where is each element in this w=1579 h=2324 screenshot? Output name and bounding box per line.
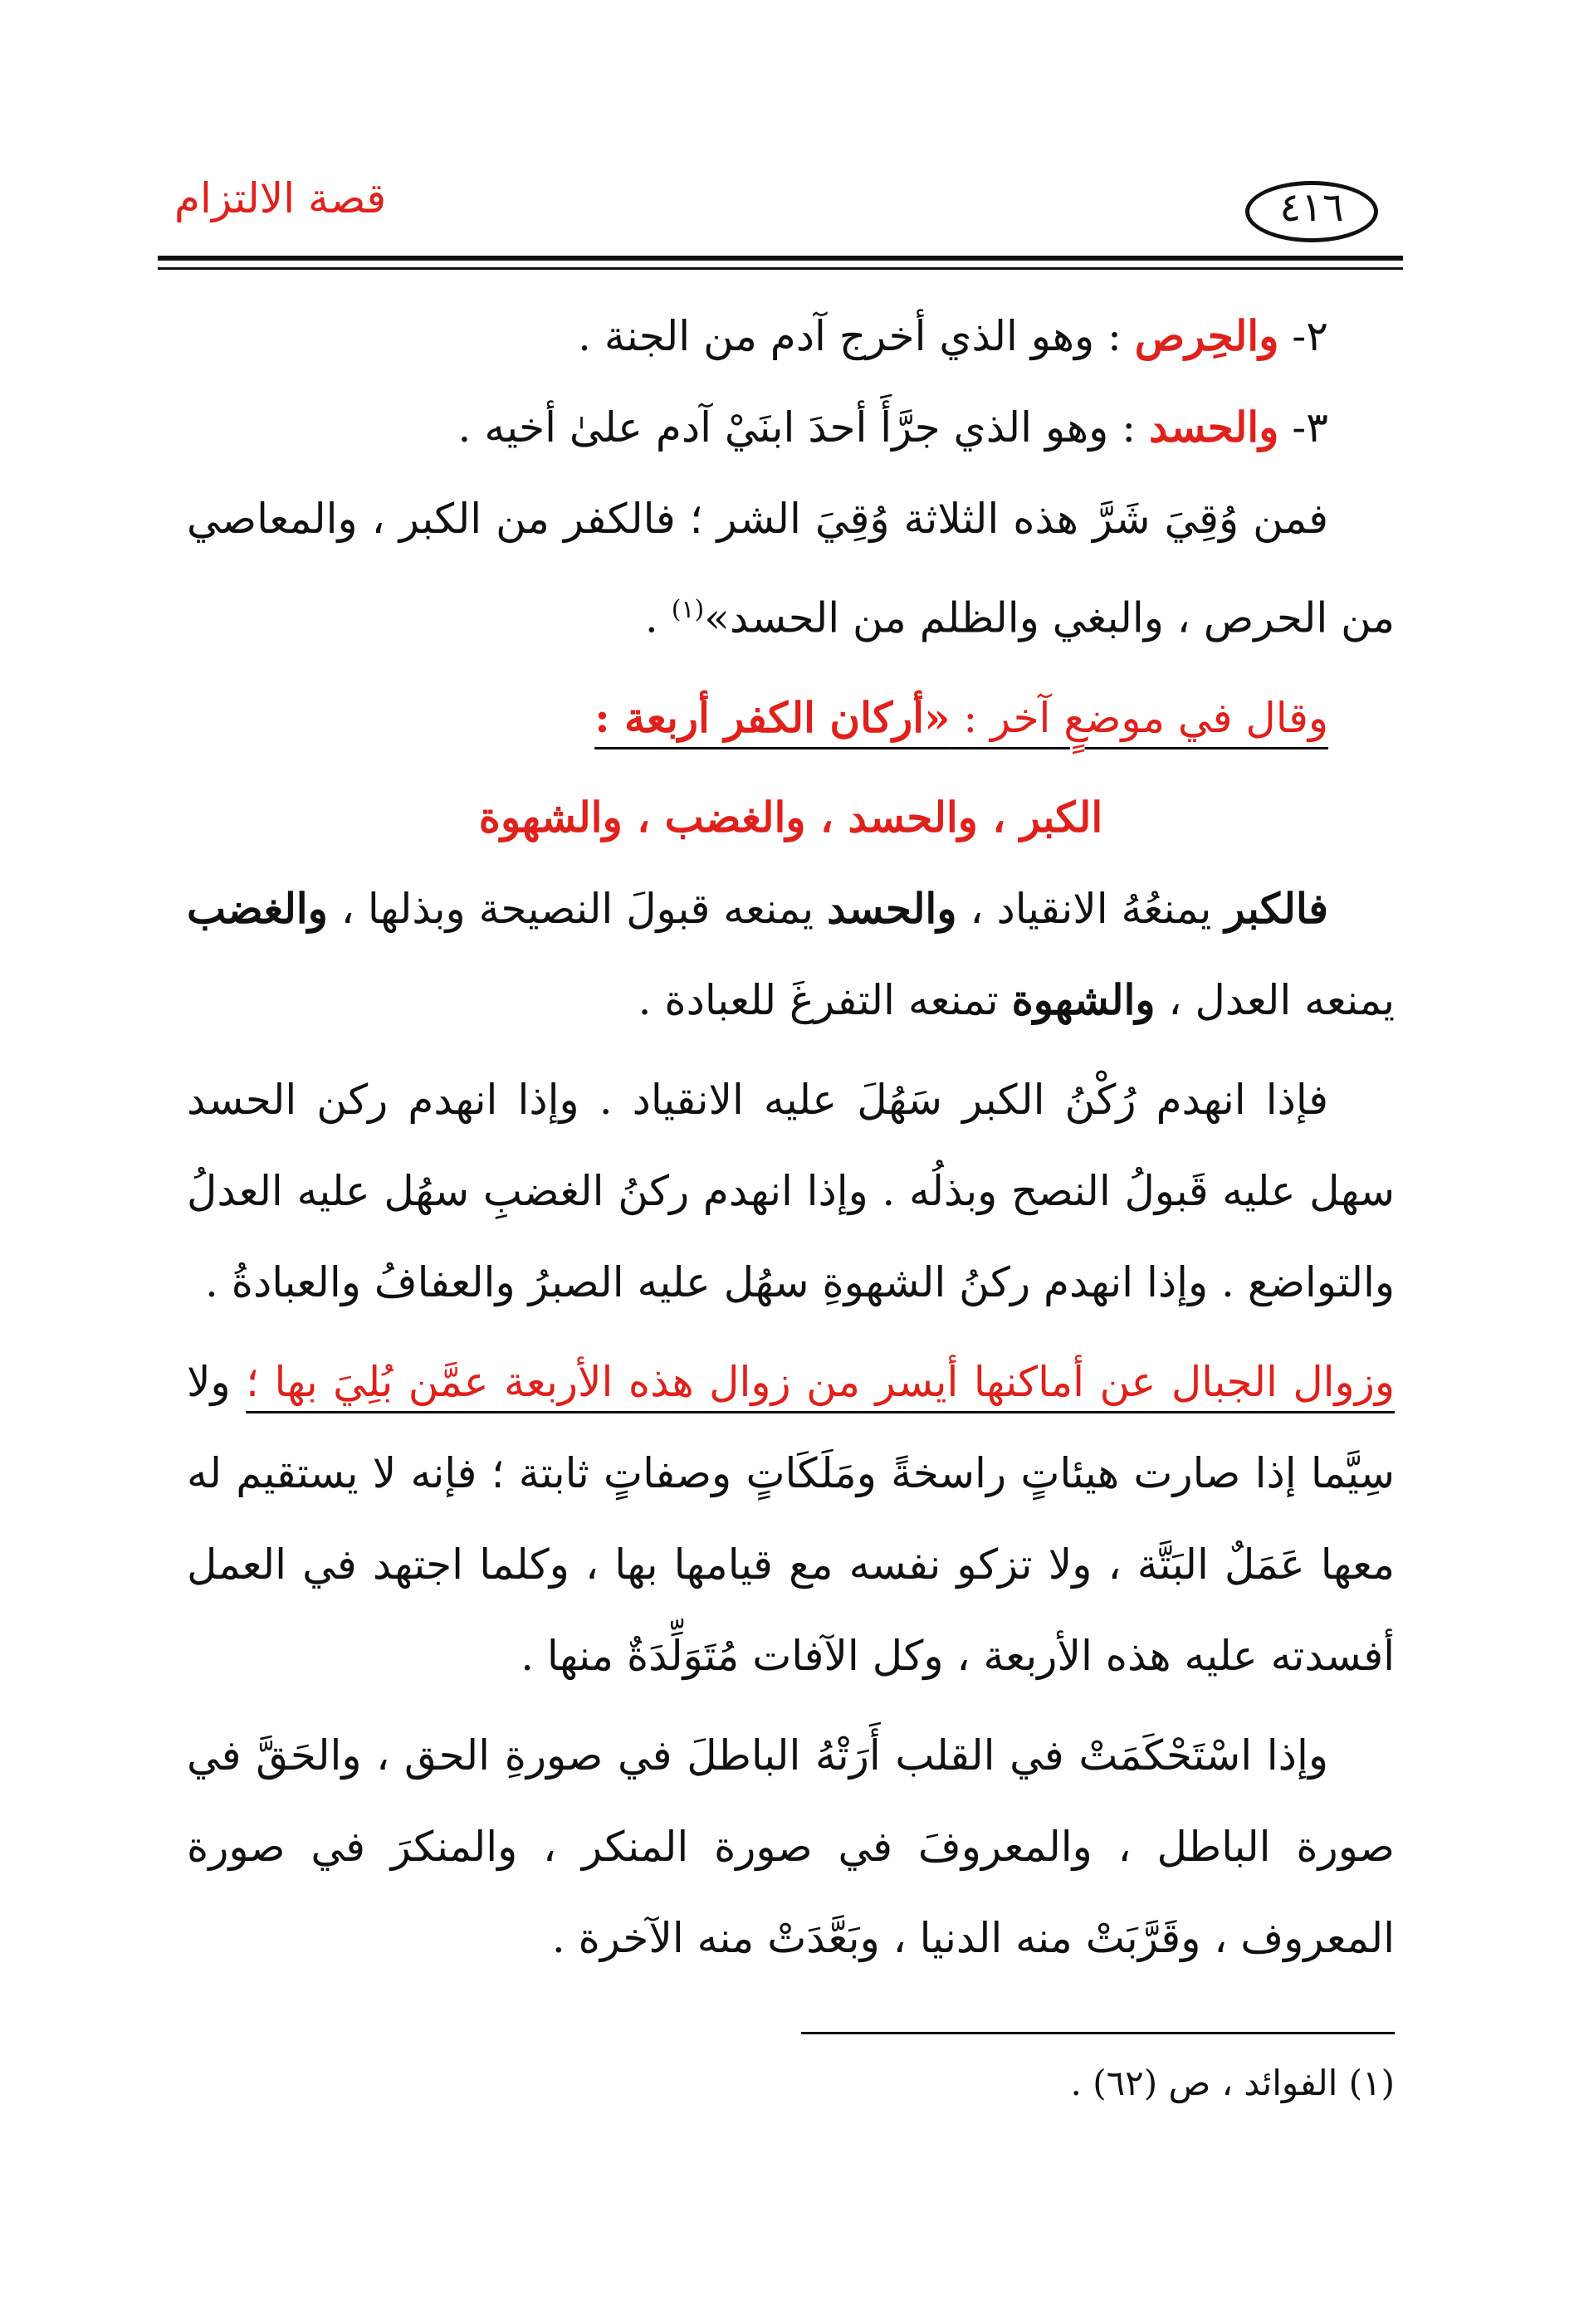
paragraph-text: فمن وُقِيَ شَرَّ هذه الثلاثة وُقِيَ الشر ؛ فالكفر من الكبر ، والمعاصي من الحرص ، والبغي والظلم من الحسد»	[187, 495, 1395, 642]
quote-heading	[187, 672, 1395, 764]
item-number: ٢-	[1278, 312, 1328, 360]
highlighted-sentence: وزوال الجبال عن أماكنها أيسر من زوال هذه الأربعة عمَّن بُلِيَ بها ؛	[246, 1357, 1395, 1406]
quote-intro: وقال في موضعٍ آخر :	[950, 693, 1328, 742]
bold-term: والحسد	[827, 883, 957, 933]
header-rule-thin	[158, 267, 1403, 270]
quote-heading-text	[594, 694, 1328, 742]
paragraph-text: تمنعه التفرغَ للعبادة .	[638, 975, 1012, 1024]
item-number: ٣-	[1278, 403, 1328, 452]
pillars-heading: الكبر ، والحسد ، والغضب ، والشهوة	[478, 792, 1103, 842]
page-number-badge	[1245, 181, 1378, 242]
paragraph	[187, 863, 1395, 1046]
paragraph-end: .	[644, 593, 672, 642]
bold-term: والشهوة	[1011, 974, 1156, 1024]
running-title: قصة الالتزام	[174, 174, 387, 222]
bold-term: فالكبر	[1225, 883, 1328, 933]
paragraph: وإذا اسْتَحْكَمَتْ في القلب أَرَتْهُ الباطلَ في صورةِ الحق ، والحَقَّ في صورة الباطل ، والمعروفَ في صورة المنكر ، والمنكرَ في صورة المعروف ، وقَرَّبَتْ منه الدنيا ، وبَعَّدَتْ منه الآخرة .	[187, 1731, 1395, 1962]
paragraph-text: يمنعه قبولَ النصيحة وبذلها ،	[327, 884, 828, 933]
page-number: ٤١٦	[1279, 184, 1344, 231]
page-header	[149, 158, 1395, 266]
paragraph-text: يمنعُهُ الانقياد ،	[956, 884, 1225, 933]
bold-term: والغضب	[187, 883, 328, 933]
item-term: والحسد	[1148, 403, 1279, 452]
item-text: : وهو الذي أخرج آدم من الجنة .	[578, 312, 1135, 360]
paragraph	[187, 1336, 1395, 1702]
item-term: والحِرص	[1134, 311, 1279, 360]
quote-title: «أركان الكفر أربعة :	[594, 692, 951, 742]
list-item-3	[187, 382, 1395, 473]
paragraph	[187, 473, 1395, 664]
paragraph-text: ولا سِيَّما إذا صارت هيئاتٍ راسخةً ومَلَكَاتٍ وصفاتٍ ثابتة ؛ فإنه لا يستقيم له معها عَمَلٌ البَتَّة ، ولا تزكو نفسه مع قيامها بها ، وكلما اجتهد في العمل أفسدته عليه هذه الأربعة ، وكل الآفات مُتَوَلِّدَةٌ منها .	[187, 1357, 1395, 1680]
paragraph-text: يمنعه العدل ،	[1155, 975, 1395, 1024]
page-body	[187, 290, 1395, 1984]
list-item-2	[187, 290, 1395, 382]
item-text: : وهو الذي جرَّأَ أحدَ ابنَيْ آدم علىٰ أخيه .	[457, 403, 1149, 452]
footnote: (١) الفوائد ، ص (٦٢) .	[1070, 2063, 1395, 2103]
paragraph: فإذا انهدم رُكْنُ الكبر سَهُلَ عليه الانقياد . وإذا انهدم ركن الحسد سهل عليه قَبولُ النصح وبذلُه . وإذا انهدم ركنُ الغضبِ سهُل عليه العدلُ والتواضع . وإذا انهدم ركنُ الشهوةِ سهُل عليه الصبرُ والعفافُ والعبادةُ .	[187, 1075, 1395, 1306]
header-rule	[158, 256, 1403, 261]
footnote-rule	[801, 2032, 1395, 2034]
footnote-ref: (١)	[671, 595, 705, 624]
